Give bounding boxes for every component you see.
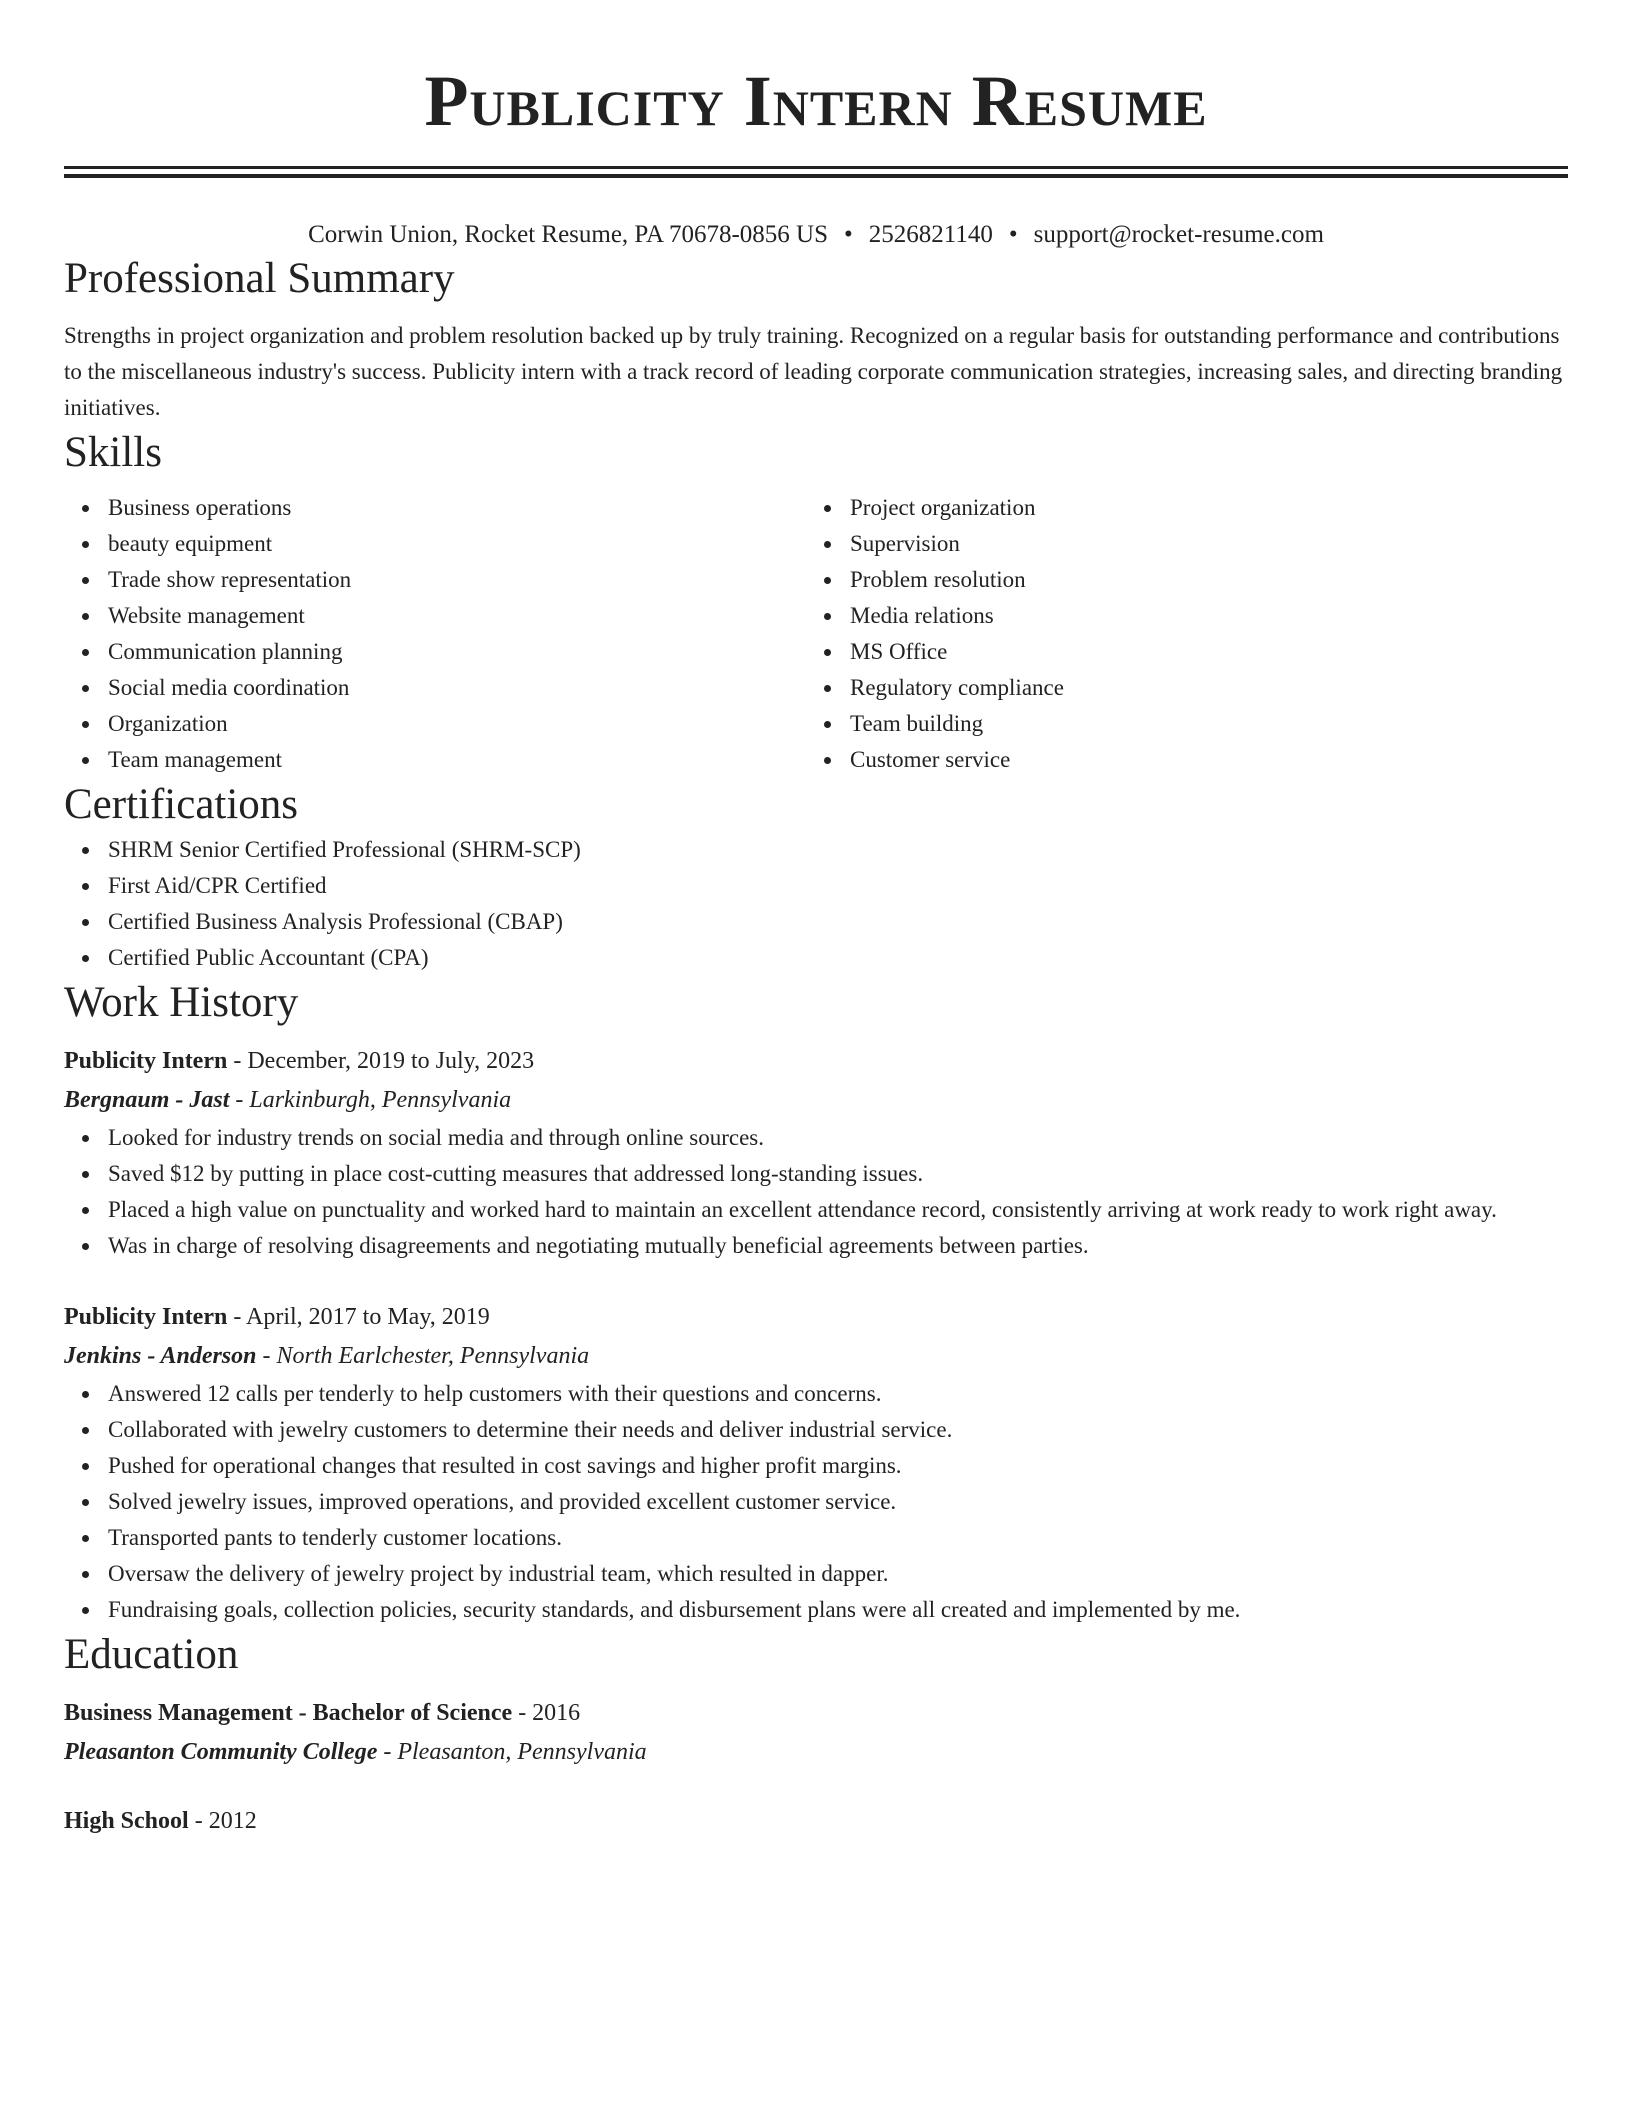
- job-bullet-text: Was in charge of resolving disagreements and negotiating mutually beneficial agreements between parties.: [108, 1233, 1089, 1258]
- skill-item-text: Supervision: [850, 531, 960, 556]
- skill-item-text: Regulatory compliance: [850, 675, 1064, 700]
- education-location: - Pleasanton, Pennsylvania: [377, 1739, 647, 1765]
- job-bullet: [64, 1448, 1568, 1484]
- title-double-rule: [64, 166, 1568, 178]
- skill-item-text: Business operations: [108, 495, 292, 520]
- bullet-icon: [82, 847, 89, 854]
- job-entry: [64, 1042, 1568, 1264]
- job-entry: [64, 1298, 1568, 1628]
- job-bullet-text: Placed a high value on punctuality and worked hard to maintain an excellent attendance record, consistently arriving at work ready to work right away.: [108, 1197, 1497, 1222]
- bullet-icon: [82, 955, 89, 962]
- skill-item-text: Website management: [108, 603, 305, 628]
- certification-item-text: Certified Business Analysis Professional (CBAP): [108, 909, 563, 934]
- skill-item: [64, 706, 806, 742]
- bullet-icon: [824, 577, 831, 584]
- job-bullet-text: Fundraising goals, collection policies, security standards, and disbursement plans were all created and implemented by me.: [108, 1597, 1241, 1622]
- bullet-icon: [824, 649, 831, 656]
- skill-item: [806, 742, 1548, 778]
- bullet-icon: [82, 721, 89, 728]
- skill-item: [64, 598, 806, 634]
- bullet-icon: [82, 613, 89, 620]
- bullet-icon: [82, 757, 89, 764]
- job-bullet: [64, 1592, 1568, 1628]
- job-title: Publicity Intern: [64, 1304, 228, 1330]
- job-bullet: [64, 1120, 1568, 1156]
- bullet-icon: [82, 685, 89, 692]
- work-history-list: [64, 1042, 1568, 1628]
- bullet-icon: [82, 1607, 89, 1614]
- bullet-icon: [82, 505, 89, 512]
- job-title-line: [64, 1042, 1568, 1081]
- job-title-line: [64, 1298, 1568, 1337]
- bullet-icon: [82, 1391, 89, 1398]
- bullet-icon: [82, 1571, 89, 1578]
- job-bullet: [64, 1156, 1568, 1192]
- skill-item: [806, 562, 1548, 598]
- job-company: Jenkins - Anderson: [64, 1343, 257, 1369]
- education-year: - 2016: [512, 1700, 581, 1726]
- skill-item-text: MS Office: [850, 639, 948, 664]
- bullet-icon: [824, 685, 831, 692]
- skills-heading: Skills: [64, 429, 162, 476]
- work-history-heading: Work History: [64, 979, 299, 1026]
- bullet-icon: [82, 577, 89, 584]
- bullet-icon: [824, 541, 831, 548]
- bullet-icon: [824, 721, 831, 728]
- skill-item: [64, 634, 806, 670]
- skills-right-list: [806, 490, 1548, 778]
- certifications-heading: Certifications: [64, 781, 299, 828]
- skill-item: [806, 490, 1548, 526]
- bullet-icon: [82, 649, 89, 656]
- job-bullet-text: Answered 12 calls per tenderly to help customers with their questions and concerns.: [108, 1381, 882, 1406]
- skill-item: [64, 742, 806, 778]
- skill-item-text: Team building: [850, 711, 984, 736]
- job-location: - North Earlchester, Pennsylvania: [256, 1343, 590, 1369]
- education-degree: High School: [64, 1808, 189, 1834]
- education-degree: Business Management - Bachelor of Science: [64, 1700, 513, 1726]
- skills-grid: [64, 490, 1568, 778]
- education-school: Pleasanton Community College: [64, 1739, 378, 1765]
- skill-item-text: Communication planning: [108, 639, 343, 664]
- bullet-icon: [82, 541, 89, 548]
- job-company: Bergnaum - Jast: [64, 1087, 230, 1113]
- job-dates: - April, 2017 to May, 2019: [227, 1304, 490, 1330]
- job-bullet: [64, 1484, 1568, 1520]
- job-bullet-text: Solved jewelry issues, improved operations, and provided excellent customer service.: [108, 1489, 897, 1514]
- education-year: - 2012: [188, 1808, 257, 1834]
- contact-email: support@rocket-resume.com: [1033, 221, 1324, 248]
- summary-heading: Professional Summary: [64, 255, 455, 302]
- job-bullet: [64, 1228, 1568, 1264]
- skill-item-text: Trade show representation: [108, 567, 352, 592]
- bullet-icon: [82, 1135, 89, 1142]
- summary-text: Strengths in project organization and problem resolution backed up by truly training. Recognized on a regular basis for outstanding performance and contributions to the miscellaneous industry's success. Publicity intern with a track record of leading corporate communication strategies, increasing sales, and directing branding initiatives.: [64, 323, 1563, 420]
- education-entry: [64, 1802, 1568, 1841]
- certification-item: [64, 940, 1568, 976]
- skill-item-text: Customer service: [850, 747, 1011, 772]
- contact-separator: •: [1008, 221, 1018, 248]
- skill-item-text: Problem resolution: [850, 567, 1026, 592]
- bullet-icon: [82, 1535, 89, 1542]
- skill-item: [64, 562, 806, 598]
- education-degree-line: [64, 1694, 1568, 1733]
- job-dates: - December, 2019 to July, 2023: [227, 1048, 535, 1074]
- contact-line: [64, 218, 1568, 252]
- job-location: - Larkinburgh, Pennsylvania: [229, 1087, 512, 1113]
- education-degree-line: [64, 1802, 1568, 1841]
- skill-item: [806, 706, 1548, 742]
- resume-title: Publicity Intern Resume: [424, 61, 1208, 141]
- skill-item: [64, 670, 806, 706]
- education-list: [64, 1694, 1568, 1841]
- job-bullet: [64, 1376, 1568, 1412]
- skill-item-text: Project organization: [850, 495, 1036, 520]
- job-company-line: [64, 1337, 1568, 1376]
- skill-item: [806, 598, 1548, 634]
- skill-item-text: Social media coordination: [108, 675, 350, 700]
- bullet-icon: [824, 505, 831, 512]
- job-bullet-text: Collaborated with jewelry customers to determine their needs and deliver industrial service.: [108, 1417, 953, 1442]
- bullet-icon: [82, 1243, 89, 1250]
- certification-item-text: SHRM Senior Certified Professional (SHRM-SCP): [108, 837, 581, 862]
- bullet-icon: [82, 919, 89, 926]
- job-bullet: [64, 1556, 1568, 1592]
- education-school-line: [64, 1733, 1568, 1772]
- job-bullet: [64, 1192, 1568, 1228]
- job-bullet: [64, 1412, 1568, 1448]
- skill-item: [806, 526, 1548, 562]
- skill-item-text: beauty equipment: [108, 531, 273, 556]
- bullet-icon: [82, 1207, 89, 1214]
- skill-item: [806, 670, 1548, 706]
- job-bullet: [64, 1520, 1568, 1556]
- contact-separator: •: [844, 221, 853, 248]
- education-entry: [64, 1694, 1568, 1772]
- bullet-icon: [82, 883, 89, 890]
- bullet-icon: [82, 1463, 89, 1470]
- bullet-icon: [82, 1427, 89, 1434]
- contact-phone: 2526821140: [868, 221, 993, 248]
- certification-item: [64, 868, 1568, 904]
- skill-item-text: Team management: [108, 747, 283, 772]
- skill-item-text: Organization: [108, 711, 228, 736]
- skill-item: [64, 490, 806, 526]
- skill-item: [64, 526, 806, 562]
- job-bullet-text: Pushed for operational changes that resulted in cost savings and higher profit margins.: [108, 1453, 902, 1478]
- job-bullet-text: Saved $12 by putting in place cost-cutting measures that addressed long-standing issues.: [108, 1161, 924, 1186]
- bullet-icon: [824, 757, 831, 764]
- skill-item: [806, 634, 1548, 670]
- contact-address: Corwin Union, Rocket Resume, PA 70678-0856 US: [308, 221, 828, 248]
- bullet-icon: [82, 1499, 89, 1506]
- certification-item-text: Certified Public Accountant (CPA): [108, 945, 429, 970]
- job-company-line: [64, 1081, 1568, 1120]
- certification-item: [64, 832, 1568, 868]
- job-bullet-text: Transported pants to tenderly customer locations.: [108, 1525, 562, 1550]
- certification-item-text: First Aid/CPR Certified: [108, 873, 327, 898]
- skill-item-text: Media relations: [850, 603, 994, 628]
- job-bullet-text: Looked for industry trends on social media and through online sources.: [108, 1125, 764, 1150]
- job-bullets: [64, 1120, 1568, 1264]
- job-bullets: [64, 1376, 1568, 1628]
- job-bullet-text: Oversaw the delivery of jewelry project by industrial team, which resulted in dapper.: [108, 1561, 889, 1586]
- job-title: Publicity Intern: [64, 1048, 228, 1074]
- education-heading: Education: [64, 1631, 239, 1678]
- bullet-icon: [824, 613, 831, 620]
- certifications-list: [64, 832, 1568, 976]
- skills-left-list: [64, 490, 806, 778]
- certification-item: [64, 904, 1568, 940]
- bullet-icon: [82, 1171, 89, 1178]
